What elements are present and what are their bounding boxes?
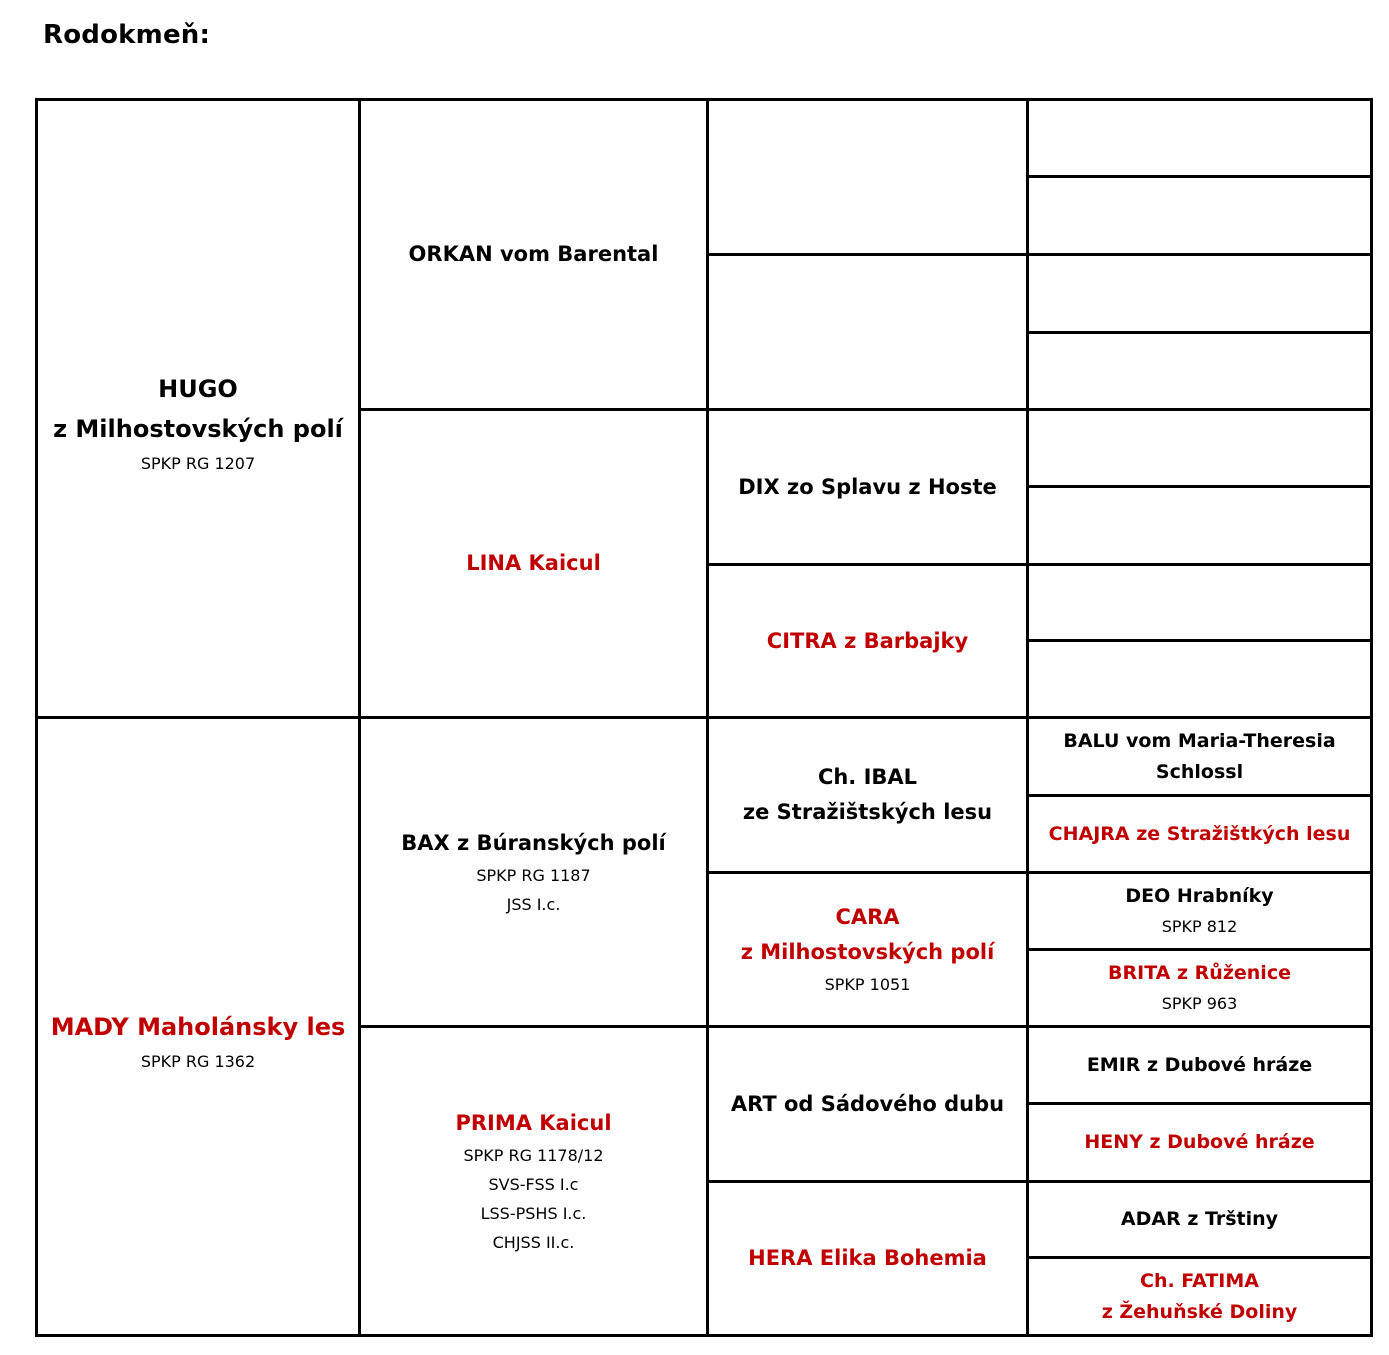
dd-title: CHJSS II.c. — [492, 1232, 575, 1252]
dsd-registration: SPKP 1051 — [824, 975, 911, 994]
dds-name: ART od Sádového dubu — [730, 1091, 1005, 1116]
dddd-name: Ch. FATIMA — [1140, 1269, 1259, 1292]
ddd-cell — [709, 1183, 1026, 1334]
sire-kennel: z Milhostovských polí — [53, 415, 343, 443]
ss-cell — [361, 101, 706, 408]
ss-name: ORKAN vom Barental — [408, 242, 659, 266]
dsds-registration: SPKP 812 — [1161, 917, 1238, 936]
ds-name: BAX z Búranských polí — [401, 830, 666, 855]
dd-title: LSS-PSHS I.c. — [480, 1203, 587, 1223]
dsdd-name: BRITA z Růženice — [1108, 962, 1291, 984]
ds-cell — [361, 719, 706, 1025]
dam-cell — [38, 719, 358, 1334]
ddsd-name: HENY z Dubové hráze — [1084, 1131, 1315, 1153]
dd-name: PRIMA Kaicul — [455, 1110, 612, 1135]
row-divider — [1026, 331, 1370, 334]
page-title: Rodokmeň: — [43, 20, 211, 50]
pedigree-table — [35, 98, 1373, 1337]
ddds-name: ADAR z Trštiny — [1120, 1208, 1279, 1230]
dsdd-registration: SPKP 963 — [1161, 994, 1238, 1013]
sire-cell — [38, 101, 358, 716]
dsss-name: BALU vom Maria-Theresia — [1063, 729, 1336, 752]
sdd-name: CITRA z Barbajky — [766, 628, 969, 653]
dam-name: MADY Maholánsky les — [50, 1013, 346, 1041]
ds-title: JSS I.c. — [506, 894, 561, 914]
dd-cell — [361, 1028, 706, 1334]
ddsd-cell — [1029, 1105, 1370, 1180]
row-divider — [1026, 175, 1370, 178]
sd-cell — [361, 411, 706, 716]
sdd-cell — [709, 566, 1026, 716]
sss-cell — [709, 101, 1026, 253]
row-divider — [1026, 485, 1370, 488]
dsd-kennel: z Milhostovských polí — [740, 940, 995, 964]
dddd-cell — [1029, 1259, 1370, 1334]
dss-kennel: ze Stražištských lesu — [742, 800, 993, 824]
ds-registration: SPKP RG 1187 — [476, 865, 591, 885]
ddss-cell — [1029, 1028, 1370, 1102]
sds-name: DIX zo Splavu z Hoste — [738, 474, 997, 499]
ddd-name: HERA Elika Bohemia — [748, 1246, 987, 1270]
dssd-name: CHAJRA ze Stražištkých lesu — [1048, 822, 1351, 845]
dss-cell — [709, 719, 1026, 871]
dsd-name: CARA — [835, 905, 900, 929]
ddss-name: EMIR z Dubové hráze — [1086, 1053, 1313, 1076]
dsss-cell — [1029, 719, 1370, 794]
sd-name: LINA Kaicul — [466, 551, 601, 575]
dddd-kennel: z Žehuňské Doliny — [1101, 1300, 1298, 1323]
dsss-name-line2: Schlossl — [1155, 760, 1244, 783]
dss-name: Ch. IBAL — [817, 765, 918, 789]
dsds-name: DEO Hrabníky — [1125, 885, 1274, 907]
sire-name: HUGO — [158, 375, 238, 403]
sire-registration: SPKP RG 1207 — [140, 454, 256, 473]
dsds-cell — [1029, 874, 1370, 948]
row-divider — [1026, 639, 1370, 642]
dd-title: SVS-FSS I.c — [488, 1174, 579, 1194]
dds-cell — [709, 1028, 1026, 1180]
sds-cell — [709, 411, 1026, 563]
ssd-cell — [709, 256, 1026, 408]
ddds-cell — [1029, 1183, 1370, 1256]
dam-registration: SPKP RG 1362 — [140, 1052, 256, 1071]
dsd-cell — [709, 874, 1026, 1025]
dsdd-cell — [1029, 951, 1370, 1025]
dd-registration: SPKP RG 1178/12 — [463, 1145, 604, 1165]
dssd-cell — [1029, 797, 1370, 871]
